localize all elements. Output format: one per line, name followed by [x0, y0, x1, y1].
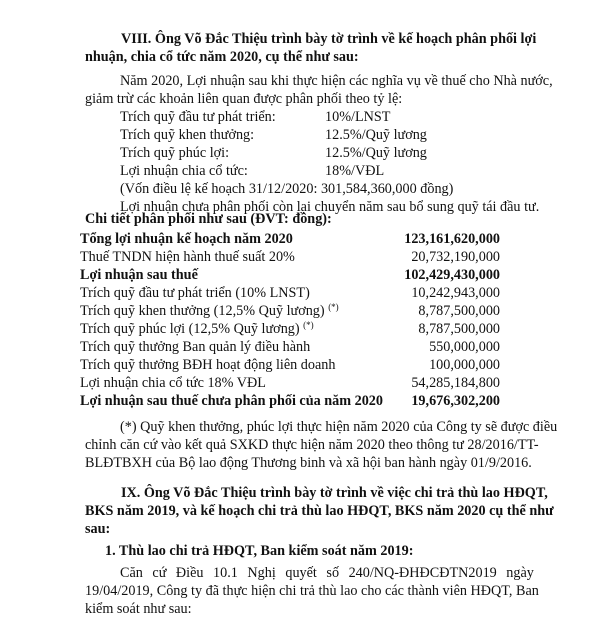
row-label: Lợi nhuận sau thuế — [80, 267, 198, 283]
section-9-heading-line-2: BKS năm 2019, và kế hoạch chi trả thù lao HĐQT, BKS năm 2020 cụ thể như — [85, 503, 554, 519]
table-row — [80, 392, 500, 410]
table-row — [80, 230, 500, 248]
footnote-line-3: BLĐTBXH của Bộ lao động Thương binh và xã hội ban hành ngày 01/9/2016. — [85, 455, 532, 471]
allocation-label: Trích quỹ phúc lợi: — [120, 145, 230, 161]
footnote-line-1: (*) Quỹ khen thưởng, phúc lợi thực hiện năm 2020 của Công ty sẽ được điều — [120, 419, 558, 435]
row-value: 19,676,302,200 — [411, 393, 500, 409]
row-value: 8,787,500,000 — [418, 321, 500, 337]
row-value: 54,285,184,800 — [411, 375, 500, 391]
allocation-list — [120, 108, 560, 216]
allocation-label: Lợi nhuận chia cổ tức: — [120, 163, 248, 179]
section-9-heading — [85, 484, 560, 538]
row-label: Trích quỹ phúc lợi (12,5% Quỹ lương) (*) — [80, 320, 314, 337]
section-8-heading — [85, 30, 560, 66]
row-value: 123,161,620,000 — [404, 231, 500, 247]
table-row — [80, 248, 500, 266]
capital-note: (Vốn điều lệ kế hoạch 31/12/2020: 301,584,360,000 đồng) — [120, 181, 454, 197]
row-value: 550,000,000 — [429, 339, 500, 355]
table-row — [80, 320, 500, 338]
row-value: 8,787,500,000 — [418, 303, 500, 319]
allocation-row — [120, 126, 560, 144]
allocation-label: Trích quỹ đầu tư phát triển: — [120, 109, 276, 125]
row-label: Lợi nhuận chia cổ tức 18% VĐL — [80, 375, 266, 391]
section-8-intro — [85, 72, 560, 108]
allocation-label: Trích quỹ khen thưởng: — [120, 127, 255, 143]
table-row — [80, 266, 500, 284]
allocation-value: 10%/LNST — [325, 109, 391, 125]
footnote-marker: (*) — [303, 320, 314, 330]
row-label: Lợi nhuận sau thuế chưa phân phối của năm 2020 — [80, 393, 383, 409]
intro-line-1: Năm 2020, Lợi nhuận sau khi thực hiện các nghĩa vụ về thuế cho Nhà nước, — [120, 73, 553, 89]
row-label: Trích quỹ đầu tư phát triển (10% LNST) — [80, 285, 310, 301]
table-row — [80, 338, 500, 356]
section-9-subheading: 1. Thù lao chi trả HĐQT, Ban kiểm soát năm 2019: — [105, 543, 414, 559]
section-9-paragraph — [85, 564, 560, 618]
footnote — [85, 418, 560, 472]
allocation-value: 12.5%/Quỹ lương — [325, 127, 427, 143]
section-8-heading-line-2: nhuận, chia cổ tức năm 2020, cụ thể như sau: — [85, 49, 359, 65]
table-row — [80, 284, 500, 302]
intro-line-2: giảm trừ các khoản liên quan được phân phối theo tỷ lệ: — [85, 91, 403, 107]
distribution-table — [80, 230, 500, 410]
table-row — [80, 302, 500, 320]
table-row — [80, 374, 500, 392]
footnote-marker: (*) — [328, 302, 339, 312]
row-value: 10,242,943,000 — [411, 285, 500, 301]
paragraph-line-2: 19/04/2019, Công ty đã thực hiện chi trả thù lao cho các thành viên HĐQT, Ban — [85, 583, 539, 599]
section-8-heading-line-1: VIII. Ông Võ Đắc Thiệu trình bày tờ trình về kế hoạch phân phối lợi — [121, 31, 537, 47]
allocation-row — [120, 108, 560, 126]
detail-heading: Chi tiết phân phối như sau (ĐVT: đồng): — [85, 211, 332, 227]
row-label: Trích quỹ thưởng Ban quản lý điều hành — [80, 339, 311, 355]
row-label: Trích quỹ thưởng BĐH hoạt động liên doanh — [80, 357, 336, 373]
row-value: 102,429,430,000 — [404, 267, 500, 283]
paragraph-line-1: Căn cứ Điều 10.1 Nghị quyết số 240/NQ-ĐHĐCĐTN2019 ngày — [120, 565, 534, 581]
allocation-value: 12.5%/Quỹ lương — [325, 145, 427, 161]
row-label: Tổng lợi nhuận kế hoạch năm 2020 — [80, 231, 293, 247]
row-value: 20,732,190,000 — [411, 249, 500, 265]
row-label: Trích quỹ khen thưởng (12,5% Quỹ lương) (*) — [80, 302, 339, 319]
row-value: 100,000,000 — [429, 357, 500, 373]
section-9-heading-line-3: sau: — [85, 521, 111, 537]
allocation-row — [120, 162, 560, 180]
paragraph-line-3: kiểm soát như sau: — [85, 601, 192, 617]
retained-earnings-note: Lợi nhuận chưa phân phối còn lại chuyển năm sau bổ sung quỹ tái đầu tư. — [120, 199, 540, 215]
row-label: Thuế TNDN hiện hành thuế suất 20% — [80, 249, 295, 265]
allocation-row — [120, 144, 560, 162]
section-9-heading-line-1: IX. Ông Võ Đắc Thiệu trình bày tờ trình về việc chi trả thù lao HĐQT, — [121, 485, 548, 501]
table-row — [80, 356, 500, 374]
footnote-line-2: chỉnh căn cứ vào kết quả SXKD thực hiện năm 2020 theo thông tư 28/2016/TT- — [85, 437, 539, 453]
allocation-value: 18%/VĐL — [325, 163, 385, 179]
